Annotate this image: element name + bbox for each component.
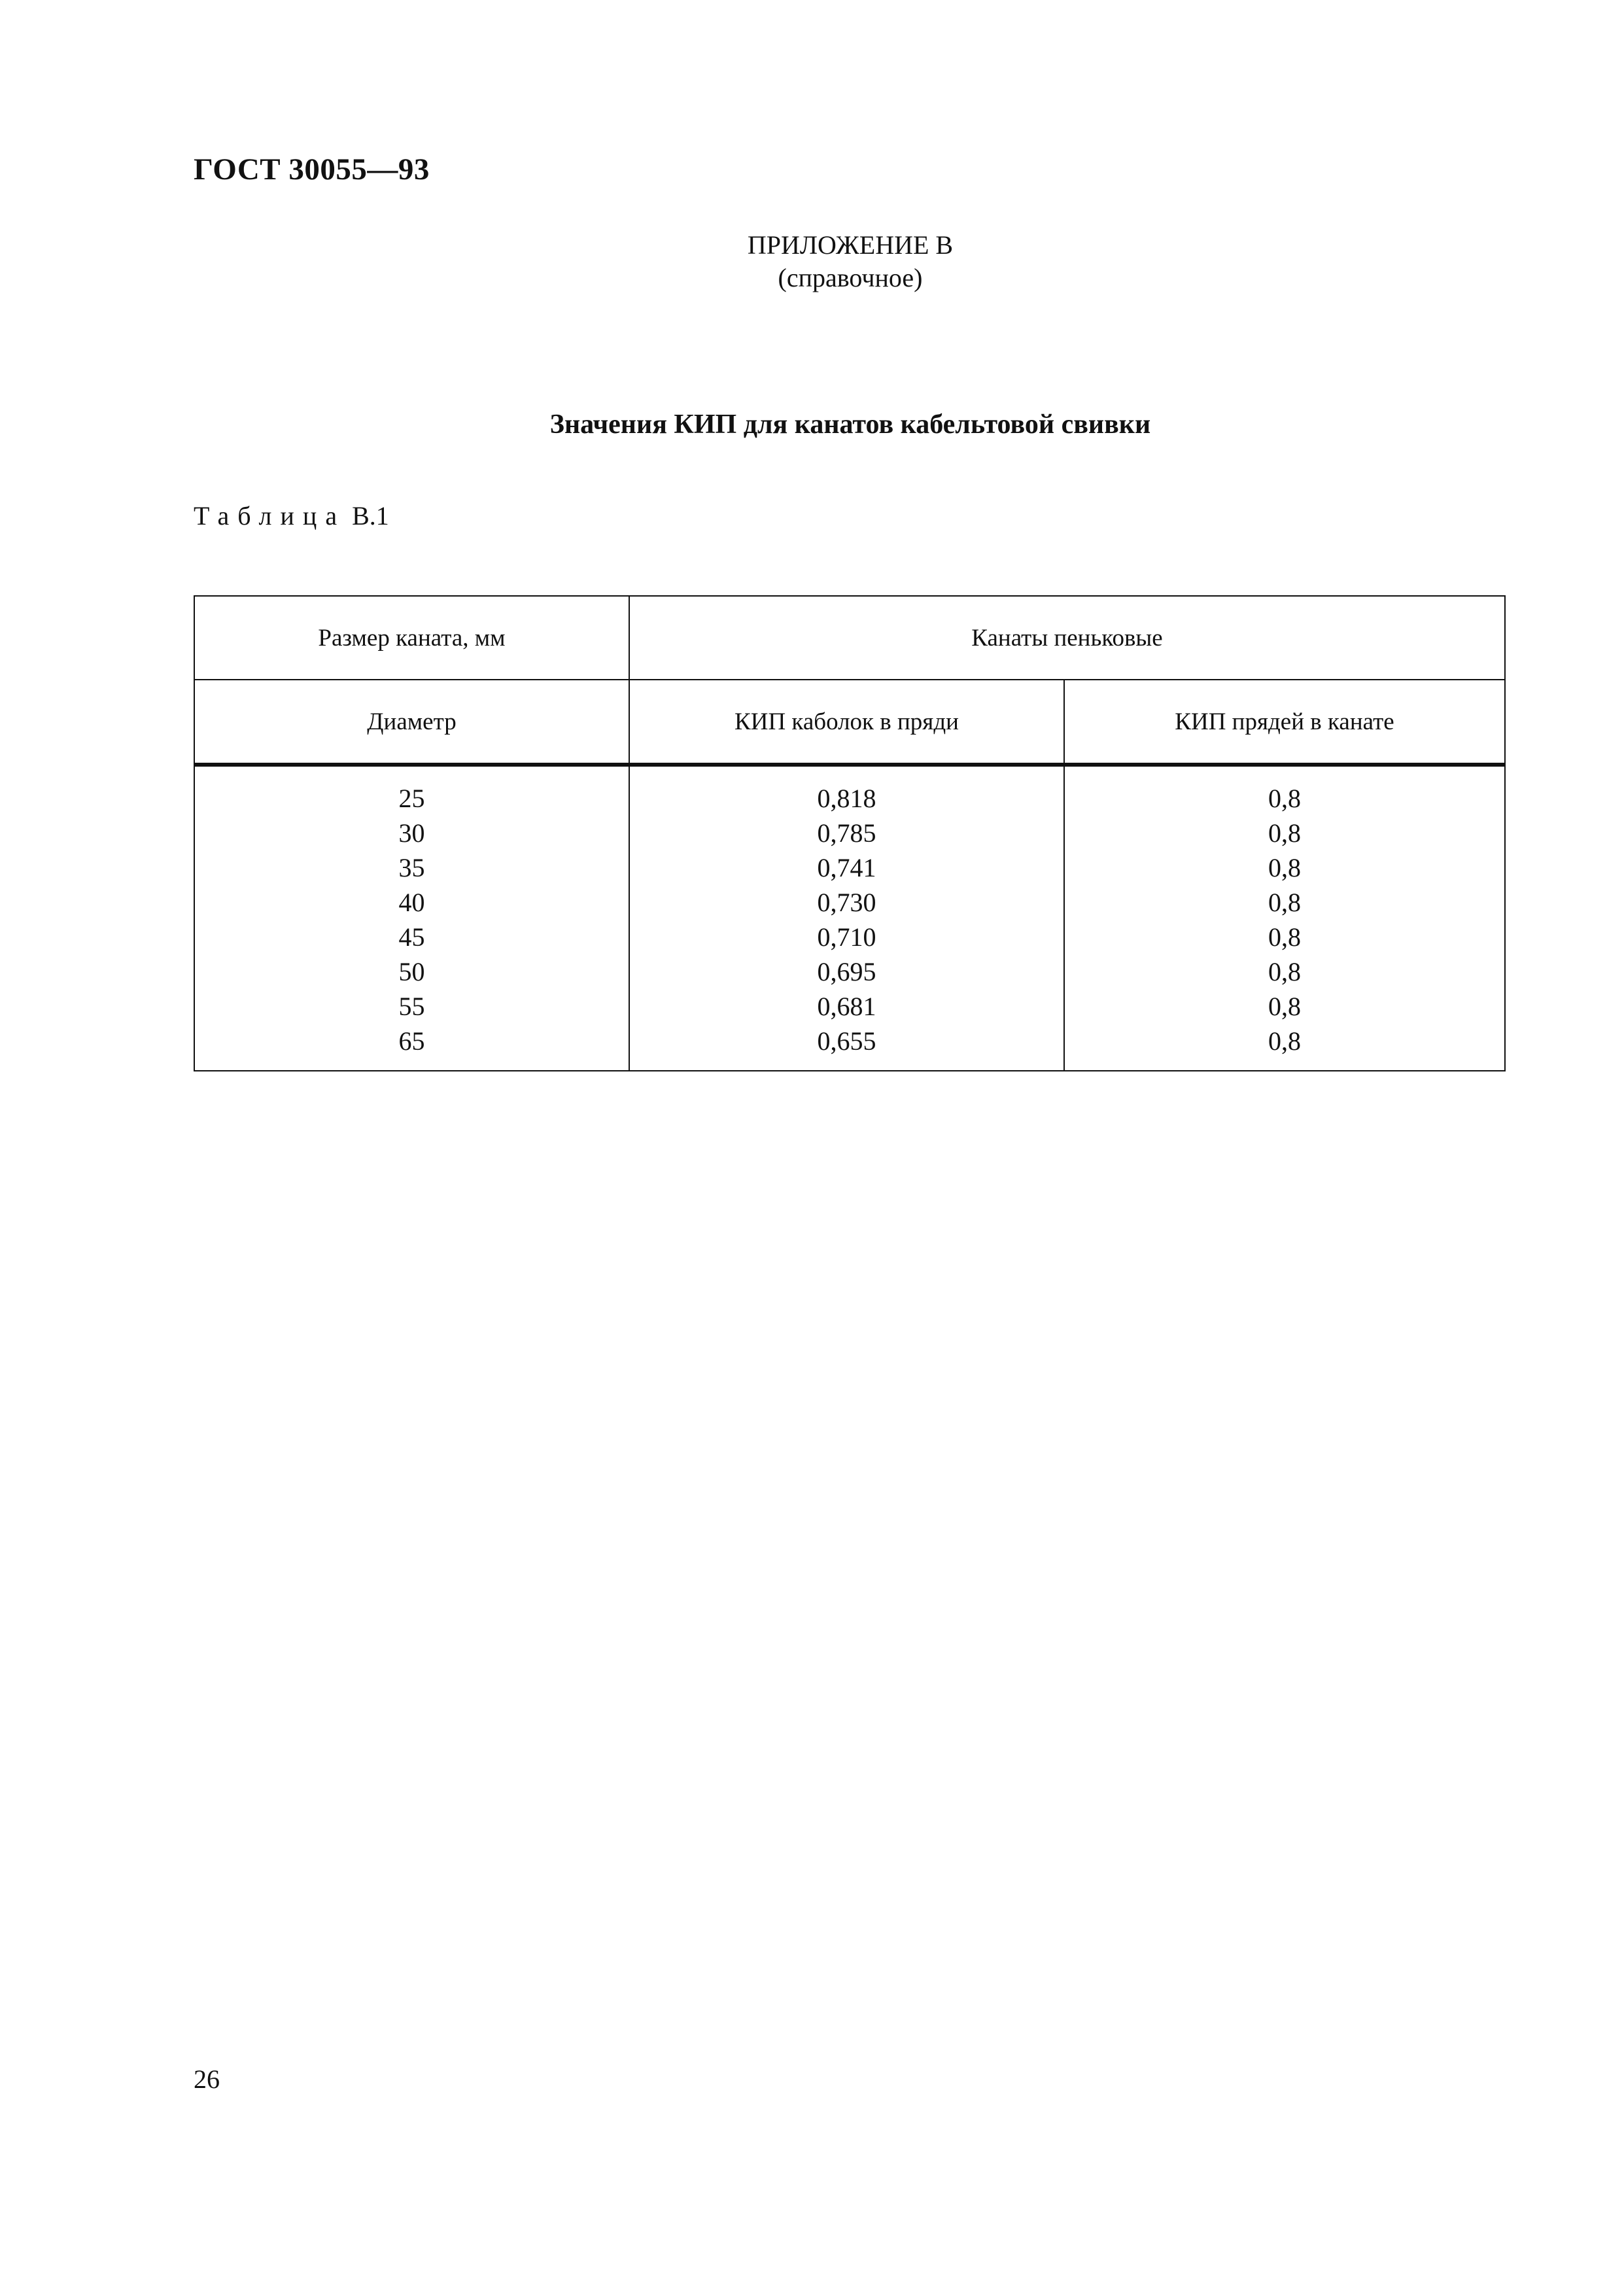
page-number: 26 [194, 2064, 220, 2094]
appendix-title: ПРИЛОЖЕНИЕ В [747, 230, 954, 260]
appendix-heading [0, 229, 1624, 294]
table-row [194, 954, 1505, 989]
header-rope-size: Размер каната, мм [194, 596, 629, 680]
table-row [194, 816, 1505, 850]
cell-kip-strand-in-rope: 0,8 [1064, 920, 1505, 954]
table-header-row [194, 596, 1505, 680]
cell-kip-strand-in-rope: 0,8 [1064, 954, 1505, 989]
document-code: ГОСТ 30055—93 [194, 152, 430, 186]
table-label [194, 500, 389, 531]
cell-kip-strand-in-rope: 0,8 [1064, 850, 1505, 885]
table-label-number: В.1 [352, 501, 389, 531]
section-title: Значения КИП для канатов кабельтовой свивки [549, 409, 1151, 440]
table-row [194, 885, 1505, 920]
cell-diameter: 35 [194, 850, 629, 885]
table-row [194, 765, 1505, 816]
table-row [194, 850, 1505, 885]
header-kip-strand-in-rope: КИП прядей в канате [1064, 680, 1505, 765]
header-diameter: Диаметр [194, 680, 629, 765]
cell-kip-strand-in-rope: 0,8 [1064, 1024, 1505, 1071]
cell-diameter: 55 [194, 989, 629, 1024]
cell-kip-yarn-in-strand: 0,730 [629, 885, 1064, 920]
cell-diameter: 40 [194, 885, 629, 920]
kip-table [194, 595, 1506, 1071]
cell-kip-yarn-in-strand: 0,681 [629, 989, 1064, 1024]
table-label-word: Таблица [194, 501, 346, 531]
appendix-subtitle: (справочное) [778, 263, 923, 292]
cell-kip-strand-in-rope: 0,8 [1064, 816, 1505, 850]
table-row [194, 1024, 1505, 1071]
table-row [194, 989, 1505, 1024]
header-kip-yarn-in-strand: КИП каболок в пряди [629, 680, 1064, 765]
cell-diameter: 65 [194, 1024, 629, 1071]
cell-diameter: 25 [194, 765, 629, 816]
cell-kip-yarn-in-strand: 0,785 [629, 816, 1064, 850]
cell-kip-yarn-in-strand: 0,741 [629, 850, 1064, 885]
cell-diameter: 30 [194, 816, 629, 850]
cell-kip-yarn-in-strand: 0,695 [629, 954, 1064, 989]
cell-diameter: 45 [194, 920, 629, 954]
cell-diameter: 50 [194, 954, 629, 989]
cell-kip-yarn-in-strand: 0,710 [629, 920, 1064, 954]
cell-kip-yarn-in-strand: 0,655 [629, 1024, 1064, 1071]
cell-kip-yarn-in-strand: 0,818 [629, 765, 1064, 816]
cell-kip-strand-in-rope: 0,8 [1064, 989, 1505, 1024]
table-row [194, 920, 1505, 954]
cell-kip-strand-in-rope: 0,8 [1064, 885, 1505, 920]
table-header-row [194, 680, 1505, 765]
cell-kip-strand-in-rope: 0,8 [1064, 765, 1505, 816]
header-hemp-ropes: Канаты пеньковые [629, 596, 1505, 680]
